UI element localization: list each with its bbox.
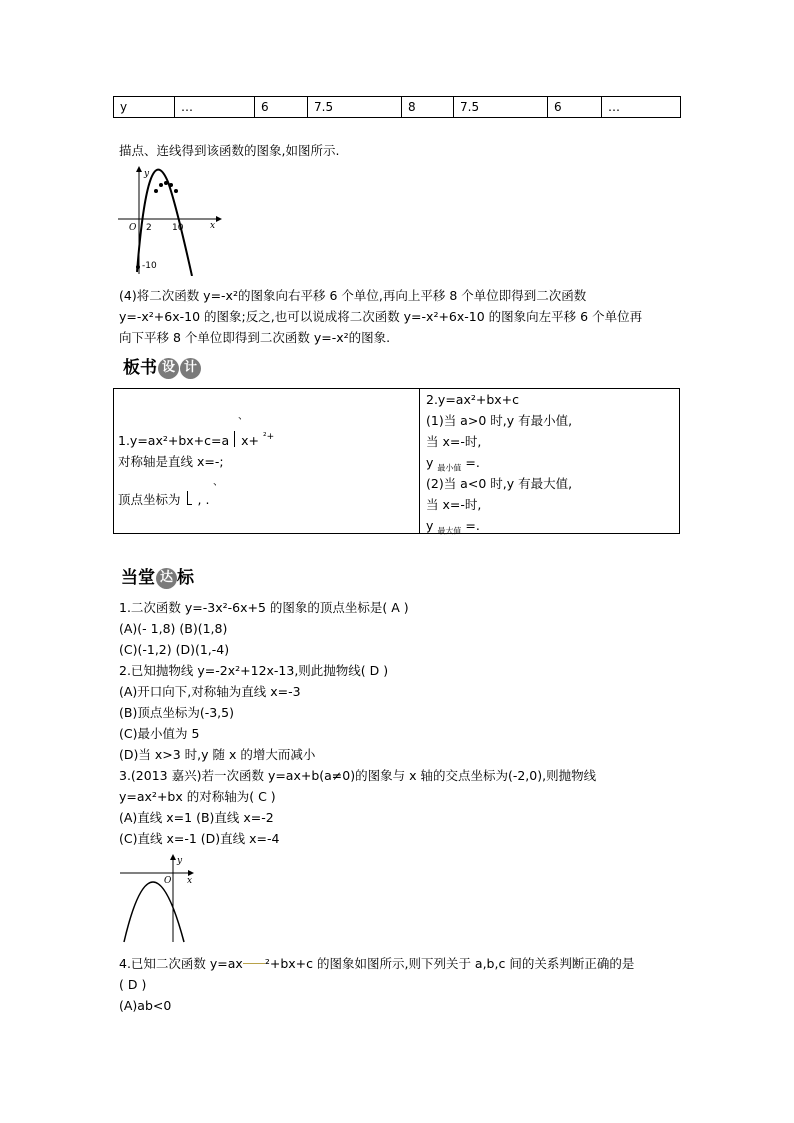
board-mark: 、	[213, 477, 223, 488]
blank-line	[243, 963, 265, 964]
plot-point	[159, 183, 163, 187]
plot-point	[169, 183, 173, 187]
formula-text: =.	[465, 518, 480, 533]
board-right-line7	[426, 515, 480, 542]
question-4-line2: ( D )	[119, 977, 147, 992]
formula-text: x+	[241, 433, 259, 448]
y-axis-label: y	[144, 169, 150, 179]
heading-text: 标	[177, 568, 194, 588]
x-axis-arrow	[216, 216, 222, 222]
intro-text: 描点、连线得到该函数的图象,如图所示.	[119, 143, 340, 158]
plot-point	[136, 265, 140, 269]
question-3-line2: y=ax²+bx 的对称轴为( C )	[119, 789, 276, 804]
tick-label: 10	[172, 223, 184, 233]
question-2: 2.已知抛物线 y=-2x²+12x-13,则此抛物线( D )	[119, 663, 389, 678]
x-axis-label: x	[187, 876, 193, 886]
origin-label: O	[129, 223, 137, 233]
board-mark: 、	[238, 411, 248, 422]
board-design-box	[113, 388, 680, 534]
plot-point	[174, 189, 178, 193]
question-2-option-d: (D)当 x>3 时,y 随 x 的增大而减小	[119, 747, 316, 762]
question-2-option-a: (A)开口向下,对称轴为直线 x=-3	[119, 684, 301, 699]
board-left-line3	[118, 489, 209, 510]
table-header-cell: y	[114, 97, 175, 118]
question-4-line1	[119, 956, 634, 972]
heading-text: 板书	[123, 358, 157, 378]
board-left-line2: 对称轴是直线 x=-;	[118, 454, 224, 469]
board-divider	[419, 389, 420, 533]
parabola-curve	[124, 882, 184, 942]
table-cell: 6	[548, 97, 602, 118]
value-table	[113, 96, 681, 118]
board-right-line5: (2)当 a<0 时,y 有最大值,	[426, 476, 573, 491]
board-right-line6: 当 x=-时,	[426, 497, 482, 512]
bracket-mark	[187, 491, 192, 505]
part4-line1: (4)将二次函数 y=-x²的图象向右平移 6 个单位,再向上平移 8 个单位即得到二次函数	[119, 288, 587, 303]
formula-text: 1.y=ax²+bx+c=a	[118, 433, 230, 448]
plot-point	[154, 189, 158, 193]
formula-text: ²+	[262, 432, 275, 442]
table-cell: 8	[402, 97, 454, 118]
formula-text: y	[426, 518, 434, 533]
question-2-option-c: (C)最小值为 5	[119, 726, 200, 741]
table-cell: 6	[255, 97, 308, 118]
part4-line2: y=-x²+6x-10 的图象;反之,也可以说成将二次函数 y=-x²+6x-10 的图象向左平移 6 个单位再	[119, 309, 643, 324]
board-right-line1: 2.y=ax²+bx+c	[426, 392, 520, 407]
heading-text: 当堂	[121, 568, 155, 588]
board-right-line2: (1)当 a>0 时,y 有最小值,	[426, 413, 573, 428]
question-text: ²+bx+c 的图象如图所示,则下列关于 a,b,c 间的关系判断正确的是	[264, 956, 635, 971]
question-1: 1.二次函数 y=-3x²-6x+5 的图象的顶点坐标是( A )	[119, 600, 409, 615]
table-row	[114, 97, 681, 118]
question-3-options-ab: (A)直线 x=1 (B)直线 x=-2	[119, 810, 274, 825]
y-axis-arrow	[136, 166, 142, 172]
formula-text: ,	[197, 492, 202, 507]
board-right-line3: 当 x=-时,	[426, 434, 482, 449]
origin-label: O	[164, 876, 172, 886]
vertex-label: 顶点坐标为	[118, 492, 181, 507]
heading-badge: 计	[180, 358, 201, 379]
section-heading-board	[123, 357, 201, 379]
table-cell: …	[602, 97, 681, 118]
tick-label: -10	[142, 261, 157, 271]
question-2-option-b: (B)顶点坐标为(-3,5)	[119, 705, 234, 720]
table-cell: 7.5	[308, 97, 402, 118]
formula-text: y	[426, 455, 434, 470]
question-3-options-cd: (C)直线 x=-1 (D)直线 x=-4	[119, 831, 280, 846]
question-1-options-ab: (A)(- 1,8) (B)(1,8)	[119, 621, 228, 636]
parabola-graph-1	[118, 164, 223, 276]
bracket-mark	[234, 431, 236, 447]
board-left-line1	[118, 427, 274, 451]
section-heading-practice	[121, 567, 194, 589]
x-axis-label: x	[210, 221, 216, 231]
question-1-options-cd: (C)(-1,2) (D)(1,-4)	[119, 642, 230, 657]
subscript-text: 最大值	[437, 526, 462, 536]
question-4-option-a: (A)ab<0	[119, 998, 172, 1013]
part4-line3: 向下平移 8 个单位即得到二次函数 y=-x²的图象.	[119, 330, 391, 345]
formula-text: .	[205, 492, 210, 507]
y-axis-label: y	[177, 856, 183, 866]
heading-badge: 达	[156, 568, 177, 589]
question-text: 4.已知二次函数 y=ax	[119, 956, 243, 971]
y-axis-arrow	[170, 854, 176, 860]
formula-text: =.	[465, 455, 480, 470]
subscript-text: 最小值	[437, 463, 462, 473]
plot-point	[164, 181, 168, 185]
question-3-line1: 3.(2013 嘉兴)若一次函数 y=ax+b(a≠0)的图象与 x 轴的交点坐标为(-2,0),则抛物线	[119, 768, 597, 783]
heading-badge: 设	[158, 358, 179, 379]
table-cell: 7.5	[454, 97, 548, 118]
table-cell: …	[175, 97, 255, 118]
tick-label: 2	[146, 223, 152, 233]
parabola-graph-2	[118, 852, 198, 944]
